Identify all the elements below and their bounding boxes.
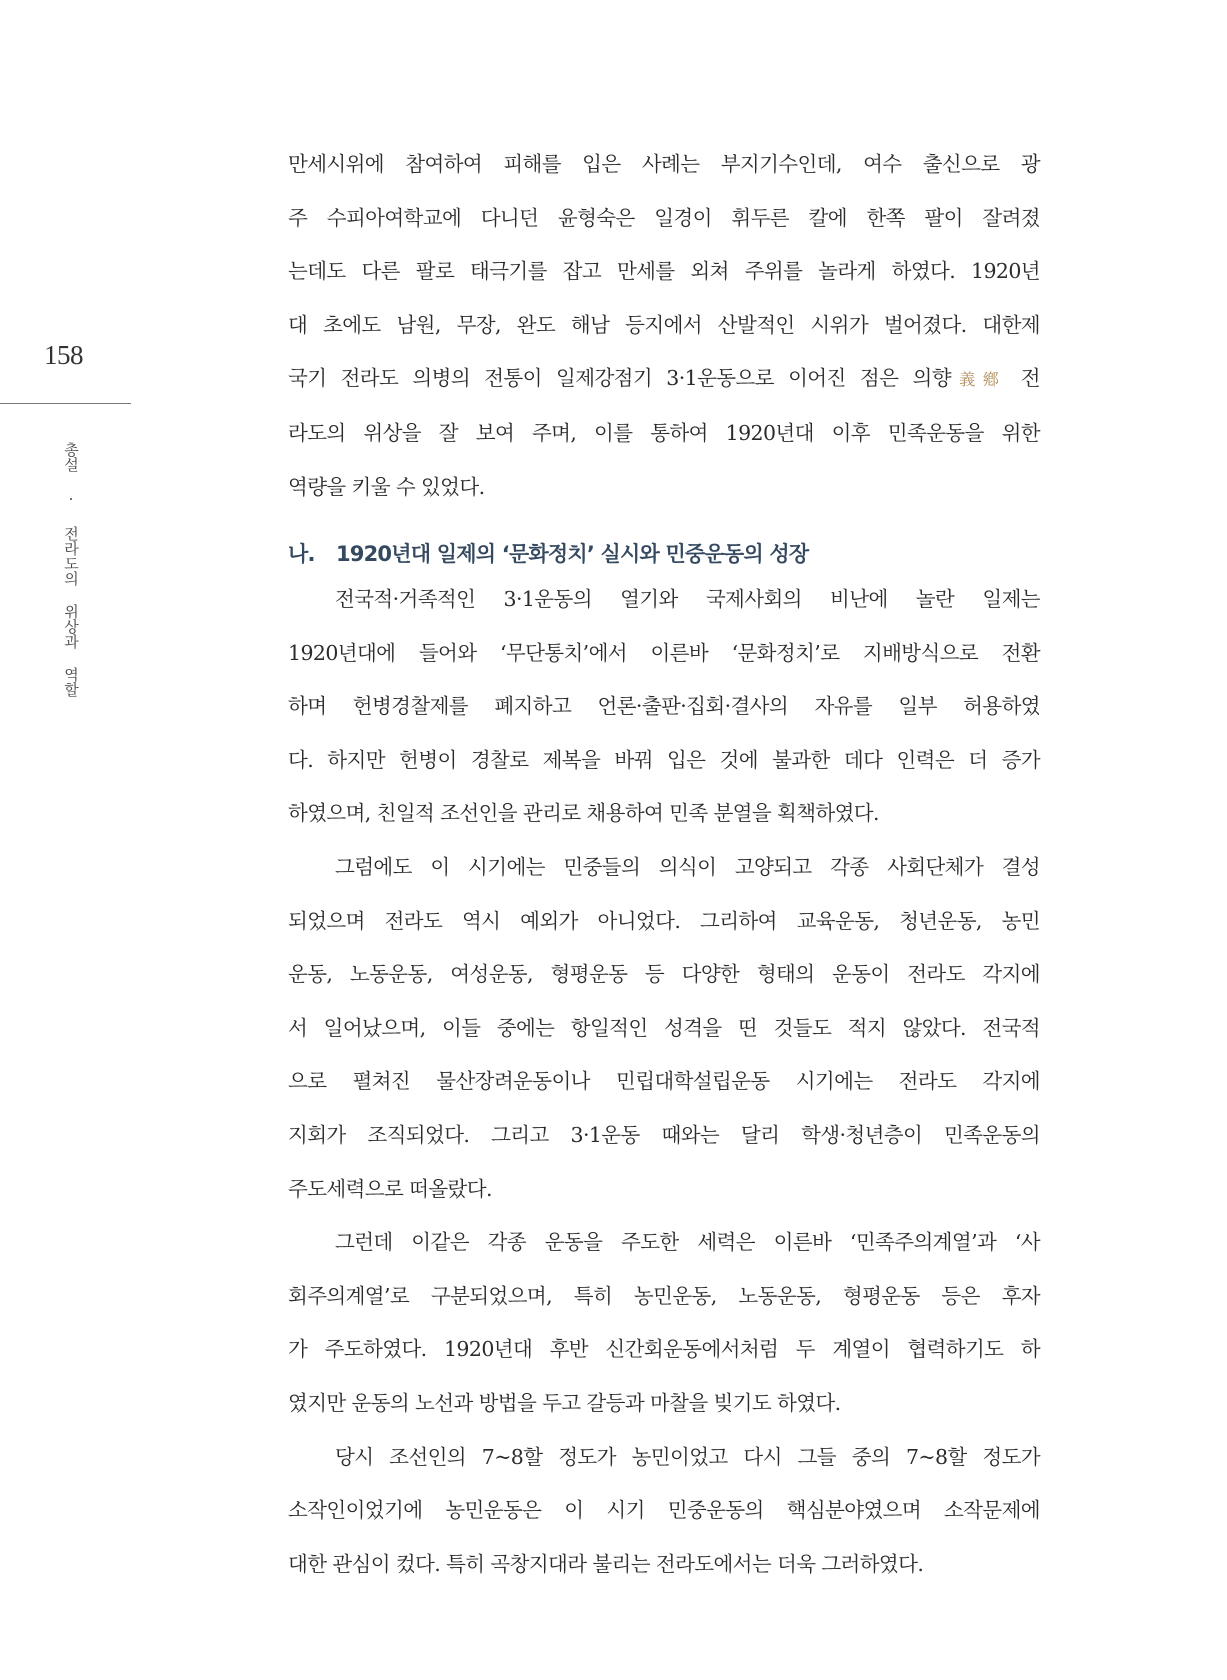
text-line: 하며 헌병경찰제를 폐지하고 언론·출판·집회·결사의 자유를 일부 허용하였 [288,694,1040,719]
text-line: 당시 조선인의 7~8할 정도가 농민이었고 다시 그들 중의 7~8할 정도가 [335,1444,1040,1469]
text-line: 대한 관심이 컸다. 특히 곡창지대라 불리는 전라도에서는 더욱 그러하였다. [288,1551,924,1576]
top-paragraph [288,138,1040,514]
text-line: 주 수피아여학교에 다니던 윤형숙은 일경이 휘두른 칼에 한쪽 팔이 잘려졌 [288,205,1040,230]
text-line: 였지만 운동의 노선과 방법을 두고 갈등과 마찰을 빚기도 하였다. [288,1390,841,1415]
text-line: 역량을 키울 수 있었다. [288,474,485,499]
text-line: 운동, 노동운동, 여성운동, 형평운동 등 다양한 형태의 운동이 전라도 각지에 [288,962,1040,987]
text-line: 지회가 조직되었다. 그리고 3·1운동 때와는 달리 학생·청년층이 민족운동의 [288,1122,1040,1147]
text-line: 전국적·거족적인 3·1운동의 열기와 국제사회의 비난에 놀란 일제는 [335,587,1040,611]
text-line: 소작인이었기에 농민운동은 이 시기 민중운동의 핵심분야였으며 소작문제에 [288,1498,1040,1523]
text-line: 으로 펼쳐진 물산장려운동이나 민립대학설립운동 시기에는 전라도 각지에 [288,1069,1040,1094]
running-title: 총설 · 전라도의 위상과 역할 [62,442,80,697]
text-segment: 전 [1006,366,1040,391]
page-number-rule [0,403,131,404]
text-line: 되었으며 전라도 역시 예외가 아니었다. 그리하여 교육운동, 청년운동, 농민 [288,908,1040,933]
text-line: 하였으며, 친일적 조선인을 관리로 채용하여 민족 분열을 획책하였다. [288,801,879,826]
text-line: 주도세력으로 떠올랐다. [288,1176,492,1201]
page-number: 158 [44,340,83,370]
paragraph-4 [288,1431,1040,1592]
section-title: 1920년대 일제의 ‘문화정치’ 실시와 민중운동의 성장 [336,542,809,566]
text-line: 1920년대에 들어와 ‘무단통치’에서 이른바 ‘문화정치’로 지배방식으로 전환 [288,640,1040,665]
text-line: 라도의 위상을 잘 보여 주며, 이를 통하여 1920년대 이후 민족운동을 위한 [288,420,1040,445]
paragraph-3 [288,1216,1040,1430]
section-heading [288,538,808,568]
hanja-annotation: 義鄕 [950,370,1007,390]
text-line: 그럼에도 이 시기에는 민중들의 의식이 고양되고 각종 사회단체가 결성 [335,854,1040,879]
text-segment: 국기 전라도 의병의 전통이 일제강점기 3·1운동으로 이어진 점은 의향 [288,366,951,391]
body-text [288,573,1040,1591]
text-line: 그런데 이같은 각종 운동을 주도한 세력은 이른바 ‘민족주의계열’과 ‘사 [335,1230,1040,1255]
text-line: 는데도 다른 팔로 태극기를 잡고 만세를 외쳐 주위를 놀라게 하였다. 1920년 [288,259,1040,284]
text-line: 만세시위에 참여하여 피해를 입은 사례는 부지기수인데, 여수 출신으로 광 [288,152,1040,176]
text-line: 다. 하지만 헌병이 경찰로 제복을 바꿔 입은 것에 불과한 데다 인력은 더 증가 [288,747,1040,772]
paragraph-2 [288,841,1040,1216]
text-line: 회주의계열’로 구분되었으며, 특히 농민운동, 노동운동, 형평운동 등은 후자 [288,1283,1040,1308]
text-line-with-hanja [288,352,1040,407]
paragraph-1 [288,573,1040,841]
text-line: 가 주도하였다. 1920년대 후반 신간회운동에서처럼 두 계열이 협력하기도 하 [288,1337,1040,1362]
text-line: 서 일어났으며, 이들 중에는 항일적인 성격을 띤 것들도 적지 않았다. 전국적 [288,1015,1040,1040]
text-line: 대 초에도 남원, 무장, 완도 해남 등지에서 산발적인 시위가 벌어졌다. 대한제 [288,312,1040,337]
section-marker: 나. [288,542,315,566]
